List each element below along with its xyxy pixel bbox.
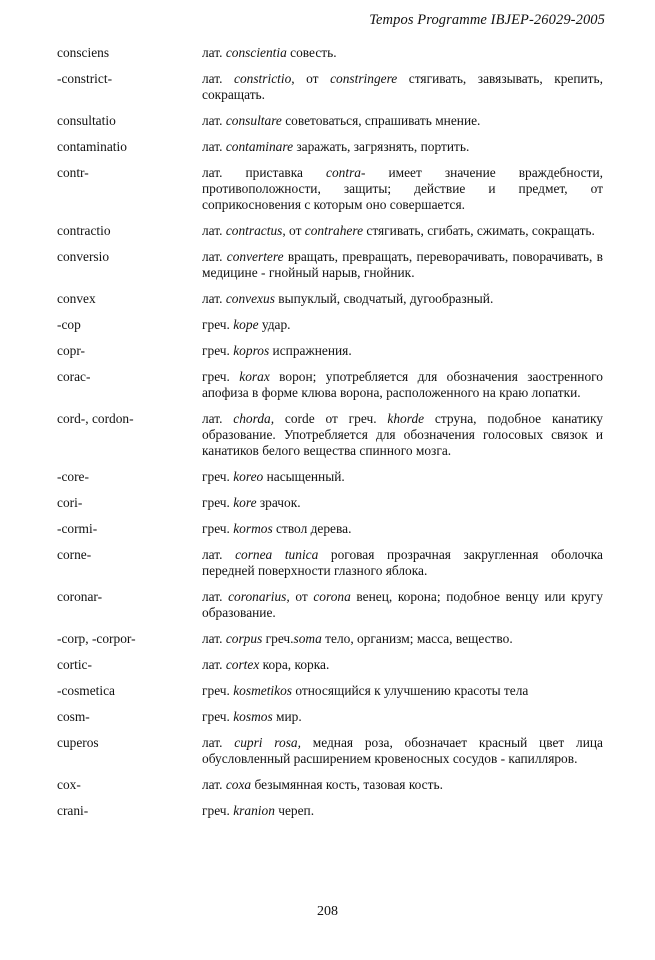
definition-text: выпуклый, сводчатый, дугообразный.: [274, 291, 494, 306]
glossary-entry: [57, 113, 603, 129]
definition-text: лат.: [202, 291, 226, 306]
entry-definition: [202, 317, 603, 333]
definition-text: лат.: [202, 589, 229, 604]
definition-italic-term: contaminare: [225, 139, 294, 154]
entry-term: -cosmetica: [57, 683, 115, 698]
definition-text: ворон; употребляется для обозначения заостренного апофиза в форме клюва ворона, расположенного на краю лопатки.: [202, 369, 603, 400]
definition-text: лат.: [202, 45, 226, 60]
definition-text: греч.: [202, 469, 234, 484]
definition-italic-term: corpus: [225, 631, 263, 646]
glossary-entry: [57, 165, 603, 213]
definition-text: греч.: [202, 495, 234, 510]
entry-definition: [202, 71, 603, 103]
entry-definition: [202, 683, 603, 699]
entry-definition: [202, 291, 603, 307]
entry-term: corne-: [57, 547, 92, 562]
definition-italic-term: contractus: [225, 223, 283, 238]
definition-text: лат.: [202, 657, 226, 672]
definition-italic-term: coxa: [225, 777, 252, 792]
entry-definition: [202, 803, 603, 819]
definition-text: греч.: [202, 369, 240, 384]
entry-term: contr-: [57, 165, 89, 180]
entry-term: consultatio: [57, 113, 116, 128]
definition-text: вращать, превращать, переворачивать, поворачивать, в медицине - гнойный нарыв, гнойник.: [202, 249, 603, 280]
definition-text: от: [289, 589, 314, 604]
entry-term: -cormi-: [57, 521, 98, 536]
entry-definition: [202, 495, 603, 511]
glossary-entry: [57, 291, 603, 307]
glossary-entry: [57, 735, 603, 767]
glossary-entry: [57, 223, 603, 239]
definition-text: греч.: [202, 803, 234, 818]
definition-italic-term: contra-: [326, 165, 366, 180]
definition-text: заражать, загрязнять, портить.: [293, 139, 470, 154]
definition-text: стягивать, завязывать, крепить, сокращать.: [202, 71, 603, 102]
glossary-entry: [57, 683, 603, 699]
definition-text: лат.: [202, 249, 227, 264]
definition-italic-term: kosmetikos: [233, 683, 292, 698]
entry-term: cortic-: [57, 657, 92, 672]
entry-definition: [202, 223, 603, 239]
definition-text: corde от греч.: [274, 411, 388, 426]
entry-term: cox-: [57, 777, 81, 792]
definition-italic-term: cupri rosa,: [234, 735, 301, 750]
glossary-entry: [57, 469, 603, 485]
definition-text: медная роза, обозначает красный цвет лица обусловленный расширением кровеносных сосудов - капилляров.: [202, 735, 603, 766]
definition-text: лат.: [202, 631, 226, 646]
entry-term: -constrict-: [57, 71, 113, 86]
glossary-entry: [57, 495, 603, 511]
entry-definition: [202, 589, 603, 621]
entry-term: contractio: [57, 223, 111, 238]
definition-italic-term: constrictio: [234, 71, 292, 86]
definition-text: лат.: [202, 113, 226, 128]
glossary-entries: [57, 45, 603, 829]
glossary-entry: [57, 521, 603, 537]
entry-definition: [202, 369, 603, 401]
definition-text: совесть.: [286, 45, 337, 60]
definition-text: ствол дерева.: [272, 521, 352, 536]
entry-term: copr-: [57, 343, 85, 358]
entry-definition: [202, 521, 603, 537]
entry-term: conversio: [57, 249, 110, 264]
definition-italic-term: kope: [233, 317, 259, 332]
page-header: Tempos Programme IBJEP-26029-2005: [369, 12, 605, 28]
definition-italic-term: khorde: [387, 411, 425, 426]
entry-definition: [202, 735, 603, 767]
entry-term: contaminatio: [57, 139, 127, 154]
definition-text: роговая прозрачная закругленная оболочка передней поверхности глазного яблока.: [202, 547, 603, 578]
definition-text: безымянная кость, тазовая кость.: [251, 777, 443, 792]
definition-text: греч.: [262, 631, 294, 646]
entry-definition: [202, 469, 603, 485]
glossary-entry: [57, 249, 603, 281]
definition-italic-term: corona: [313, 589, 351, 604]
glossary-entry: [57, 45, 603, 61]
glossary-entry: [57, 139, 603, 155]
glossary-entry: [57, 631, 603, 647]
definition-text: советоваться, спрашивать мнение.: [281, 113, 481, 128]
entry-term: crani-: [57, 803, 89, 818]
entry-term: cosm-: [57, 709, 90, 724]
entry-term: cuperos: [57, 735, 99, 750]
glossary-entry: [57, 709, 603, 725]
page-number: 208: [317, 904, 338, 919]
definition-text: лат.: [202, 735, 235, 750]
definition-text: , от: [282, 223, 305, 238]
definition-text: лат.: [202, 139, 226, 154]
glossary-entry: [57, 411, 603, 459]
entry-definition: [202, 547, 603, 579]
definition-italic-term: convertere: [226, 249, 284, 264]
definition-text: венец, корона; подобное венцу или кругу образование.: [202, 589, 603, 620]
definition-text: мир.: [272, 709, 302, 724]
entry-term: convex: [57, 291, 96, 306]
entry-term: consciens: [57, 45, 110, 60]
definition-text: зрачок.: [256, 495, 301, 510]
entry-term: corac-: [57, 369, 91, 384]
entry-term: cord-, cordon-: [57, 411, 134, 426]
definition-text: череп.: [274, 803, 315, 818]
definition-text: греч.: [202, 709, 234, 724]
definition-italic-term: soma: [293, 631, 322, 646]
glossary-entry: [57, 317, 603, 333]
definition-italic-term: kranion: [233, 803, 275, 818]
entry-definition: [202, 777, 603, 793]
glossary-entry: [57, 777, 603, 793]
definition-text: имеет значение враждебности, противоположности, защиты; действие и предмет, от соприкосновения с которым оно совершается.: [202, 165, 603, 212]
entry-definition: [202, 113, 603, 129]
entry-definition: [202, 165, 603, 213]
definition-text: греч.: [202, 343, 234, 358]
definition-text: относящийся к улучшению красоты тела: [292, 683, 529, 698]
definition-text: удар.: [258, 317, 291, 332]
definition-italic-term: contrahere: [304, 223, 364, 238]
definition-italic-term: coronarius,: [228, 589, 290, 604]
glossary-entry: [57, 657, 603, 673]
definition-italic-term: cortex: [225, 657, 260, 672]
definition-italic-term: chorda,: [233, 411, 275, 426]
definition-italic-term: kormos: [233, 521, 273, 536]
definition-text: , от: [291, 71, 331, 86]
entry-definition: [202, 343, 603, 359]
entry-definition: [202, 45, 603, 61]
definition-text: тело, организм; масса, вещество.: [321, 631, 513, 646]
entry-definition: [202, 249, 603, 281]
definition-text: стягивать, сгибать, сжимать, сокращать.: [363, 223, 595, 238]
definition-text: испражнения.: [269, 343, 352, 358]
definition-text: греч.: [202, 521, 234, 536]
definition-text: греч.: [202, 317, 234, 332]
definition-italic-term: conscientia: [225, 45, 287, 60]
entry-term: cori-: [57, 495, 83, 510]
glossary-entry: [57, 803, 603, 819]
definition-text: лат.: [202, 547, 236, 562]
entry-definition: [202, 411, 603, 459]
definition-italic-term: constringere: [330, 71, 398, 86]
glossary-entry: [57, 71, 603, 103]
definition-italic-term: kosmos: [233, 709, 273, 724]
glossary-entry: [57, 369, 603, 401]
definition-text: кора, корка.: [259, 657, 330, 672]
definition-italic-term: koreo: [233, 469, 264, 484]
entry-definition: [202, 139, 603, 155]
entry-definition: [202, 631, 603, 647]
entry-term: -corp, -corpor-: [57, 631, 136, 646]
glossary-entry: [57, 547, 603, 579]
definition-italic-term: cornea tunica: [235, 547, 319, 562]
entry-term: -cop: [57, 317, 81, 332]
entry-definition: [202, 657, 603, 673]
definition-text: лат.: [202, 777, 226, 792]
definition-text: лат.: [202, 223, 226, 238]
definition-italic-term: consultare: [225, 113, 282, 128]
glossary-entry: [57, 589, 603, 621]
glossary-entry: [57, 343, 603, 359]
definition-italic-term: kopros: [233, 343, 270, 358]
definition-italic-term: kore: [233, 495, 257, 510]
entry-term: coronar-: [57, 589, 103, 604]
definition-text: греч.: [202, 683, 234, 698]
definition-italic-term: convexus: [225, 291, 275, 306]
definition-text: струна, подобное канатику образование. Употребляется для обозначения голосовых связок и канатиков белого вещества спинного мозга.: [202, 411, 603, 458]
definition-italic-term: korax: [239, 369, 270, 384]
definition-text: лат. приставка: [202, 165, 327, 180]
definition-text: лат.: [202, 71, 234, 86]
definition-text: лат.: [202, 411, 234, 426]
entry-definition: [202, 709, 603, 725]
definition-text: насыщенный.: [263, 469, 345, 484]
entry-term: -core-: [57, 469, 89, 484]
